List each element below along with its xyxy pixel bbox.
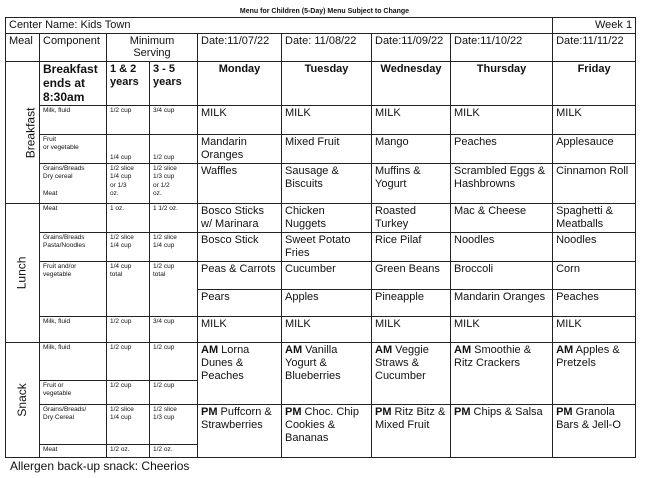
lunch-meat-serving-2: 1 1/2 oz. — [150, 204, 198, 233]
breakfast-milk-serving-1: 1/2 cup — [107, 106, 150, 135]
snack-milk-serving-2: 1/2 cup — [150, 343, 198, 381]
snack-am-tue — [282, 343, 372, 405]
day-friday: Friday — [553, 61, 636, 105]
menu-table — [5, 17, 636, 458]
breakfast-fruit-wed: Mango — [372, 135, 451, 164]
lunch-label: Lunch — [14, 256, 29, 290]
lunch-fruitveg-serving-1: 1/4 cup total — [107, 262, 150, 317]
lunch-milk-component: Milk, fluid — [40, 317, 107, 343]
breakfast-grains-thu: Scrambled Eggs & Hashbrowns — [451, 164, 553, 204]
breakfast-grains-serving-1: 1/2 slice 1/4 cup or 1/3 oz. — [107, 164, 150, 204]
snack-meat-serving-1: 1/2 oz. — [107, 445, 150, 458]
snack-pm-wed — [372, 405, 451, 458]
lunch-veg-wed: Green Beans — [372, 262, 451, 290]
breakfast-grains-wed: Muffins & Yogurt — [372, 164, 451, 204]
snack-pm-mon — [198, 405, 282, 458]
day-thursday: Thursday — [451, 61, 553, 105]
lunch-meat-fri: Spaghetti & Meatballs — [553, 204, 636, 233]
breakfast-grains-component: Grains/Breads Dry cereal Meat — [40, 164, 107, 204]
lunch-milk-serving-1: 1/2 cup — [107, 317, 150, 343]
am-prefix: AM — [556, 344, 574, 357]
minimum-serving-header: Minimum Serving — [107, 33, 198, 61]
pm-prefix: PM — [201, 406, 218, 419]
lunch-fruit-mon: Pears — [198, 290, 282, 317]
am-item: Vanilla Yogurt & Blueberries — [285, 344, 341, 382]
pm-item: Choc. Chip Cookies & Bananas — [285, 406, 359, 444]
day-wednesday: Wednesday — [372, 61, 451, 105]
lunch-fruit-fri: Peaches — [553, 290, 636, 317]
breakfast-milk-thu: MILK — [451, 106, 553, 135]
breakfast-milk-mon: MILK — [198, 106, 282, 135]
snack-am-wed — [372, 343, 451, 405]
lunch-grains-thu: Noodles — [451, 233, 553, 262]
week-label: Week 1 — [553, 18, 636, 34]
lunch-grains-wed: Rice Pilaf — [372, 233, 451, 262]
lunch-grains-serving-1: 1/2 slice 1/4 cup — [107, 233, 150, 262]
snack-grains-component: Grains/Breads/ Dry Cereal — [40, 405, 107, 445]
snack-meat-serving-2: 1/2 oz. — [150, 445, 198, 458]
age-group-2: 3 - 5 years — [150, 61, 198, 105]
lunch-fruit-wed: Pineapple — [372, 290, 451, 317]
snack-milk-serving-1: 1/2 cup — [107, 343, 150, 381]
lunch-milk-thu: MILK — [451, 317, 553, 343]
snack-meal-label — [6, 343, 40, 458]
breakfast-fruit-fri: Applesauce — [553, 135, 636, 164]
snack-am-fri — [553, 343, 636, 405]
lunch-grains-tue: Sweet Potato Fries — [282, 233, 372, 262]
lunch-grains-serving-2: 1/2 slice 1/4 cup — [150, 233, 198, 262]
snack-pm-tue — [282, 405, 372, 458]
am-prefix: AM — [285, 344, 303, 357]
lunch-veg-fri: Corn — [553, 262, 636, 290]
breakfast-fruit-thu: Peaches — [451, 135, 553, 164]
snack-grains-serving-1: 1/2 slice 1/4 cup — [107, 405, 150, 445]
lunch-grains-mon: Bosco Stick — [198, 233, 282, 262]
snack-milk-component: Milk, fluid — [40, 343, 107, 381]
am-item: Veggie Straws & Cucumber — [375, 344, 429, 382]
breakfast-fruit-mon: Mandarin Oranges — [198, 135, 282, 164]
date-header-5: Date:11/11/22 — [553, 33, 636, 61]
pm-item: Ritz Bitz & Mixed Fruit — [375, 406, 446, 431]
lunch-meat-serving-1: 1 oz. — [107, 204, 150, 233]
date-header-2: Date: 11/08/22 — [282, 33, 372, 61]
snack-fruit-component: Fruit or vegetable — [40, 381, 107, 405]
snack-fruit-serving-1: 1/2 cup — [107, 381, 150, 405]
meal-header: Meal — [6, 33, 40, 61]
breakfast-intro: Breakfast ends at 8:30am — [40, 61, 107, 105]
pm-prefix: PM — [285, 406, 302, 419]
lunch-milk-mon: MILK — [198, 317, 282, 343]
am-prefix: AM — [454, 344, 472, 357]
date-header-4: Date:11/10/22 — [451, 33, 553, 61]
breakfast-milk-serving-2: 3/4 cup — [150, 106, 198, 135]
snack-meat-component: Meat — [40, 445, 107, 458]
lunch-veg-thu: Broccoli — [451, 262, 553, 290]
lunch-fruit-tue: Apples — [282, 290, 372, 317]
breakfast-grains-fri: Cinnamon Roll — [553, 164, 636, 204]
snack-label: Snack — [14, 383, 29, 417]
lunch-milk-serving-2: 3/4 cup — [150, 317, 198, 343]
lunch-grains-fri: Noodles — [553, 233, 636, 262]
am-item: Lorna Dunes & Peaches — [201, 344, 250, 382]
date-header-3: Date:11/09/22 — [372, 33, 451, 61]
pm-item: Puffcorn & Strawberries — [201, 406, 272, 431]
am-item: Apples & Pretzels — [556, 344, 620, 369]
component-header: Component — [40, 33, 107, 61]
snack-pm-fri — [553, 405, 636, 458]
lunch-meat-wed: Roasted Turkey — [372, 204, 451, 233]
breakfast-fruit-component: Fruit or vegetable — [40, 135, 107, 164]
lunch-milk-fri: MILK — [553, 317, 636, 343]
snack-am-mon — [198, 343, 282, 405]
date-header-1: Date:11/07/22 — [198, 33, 282, 61]
snack-grains-serving-2: 1/2 slice 1/3 cup — [150, 405, 198, 445]
breakfast-fruit-serving-2: 1/2 cup — [150, 135, 198, 164]
lunch-meat-component: Meat — [40, 204, 107, 233]
pm-prefix: PM — [454, 406, 471, 419]
breakfast-milk-wed: MILK — [372, 106, 451, 135]
age-group-1: 1 & 2 years — [107, 61, 150, 105]
snack-fruit-serving-2: 1/2 cup — [150, 381, 198, 405]
breakfast-milk-component: Milk, fluid — [40, 106, 107, 135]
pm-item: Granola Bars & Jell-O — [556, 406, 621, 431]
am-item: Smoothie & Ritz Crackers — [454, 344, 532, 369]
lunch-milk-tue: MILK — [282, 317, 372, 343]
lunch-veg-tue: Cucumber — [282, 262, 372, 290]
day-tuesday: Tuesday — [282, 61, 372, 105]
breakfast-grains-mon: Waffles — [198, 164, 282, 204]
lunch-fruitveg-serving-2: 1/2 cup total — [150, 262, 198, 317]
breakfast-milk-tue: MILK — [282, 106, 372, 135]
lunch-grains-component: Grains/Breads Pasta/Noodles — [40, 233, 107, 262]
breakfast-fruit-tue: Mixed Fruit — [282, 135, 372, 164]
lunch-milk-wed: MILK — [372, 317, 451, 343]
lunch-fruit-thu: Mandarin Oranges — [451, 290, 553, 317]
day-monday: Monday — [198, 61, 282, 105]
am-prefix: AM — [375, 344, 393, 357]
breakfast-meal-label — [6, 61, 40, 203]
pm-prefix: PM — [556, 406, 573, 419]
breakfast-grains-serving-2: 1/2 slice 1/3 cup or 1/2 oz. — [150, 164, 198, 204]
lunch-veg-mon: Peas & Carrots — [198, 262, 282, 290]
breakfast-fruit-serving-1: 1/4 cup — [107, 135, 150, 164]
lunch-meat-thu: Mac & Cheese — [451, 204, 553, 233]
menu-title: Menu for Children (5-Day) Menu Subject to Change — [239, 8, 410, 15]
breakfast-label: Breakfast — [23, 107, 38, 158]
pm-item: Chips & Salsa — [470, 406, 543, 419]
lunch-meat-tue: Chicken Nuggets — [282, 204, 372, 233]
lunch-meat-mon: Bosco Sticks w/ Marinara — [198, 204, 282, 233]
snack-pm-thu — [451, 405, 553, 458]
snack-am-thu — [451, 343, 553, 405]
center-name: Center Name: Kids Town — [6, 18, 553, 34]
am-prefix: AM — [201, 344, 219, 357]
lunch-fruitveg-component: Fruit and/or vegetable — [40, 262, 107, 317]
pm-prefix: PM — [375, 406, 392, 419]
allergen-note: Allergen back-up snack: Cheerios — [10, 459, 190, 473]
lunch-meal-label — [6, 204, 40, 343]
breakfast-grains-tue: Sausage & Biscuits — [282, 164, 372, 204]
breakfast-milk-fri: MILK — [553, 106, 636, 135]
